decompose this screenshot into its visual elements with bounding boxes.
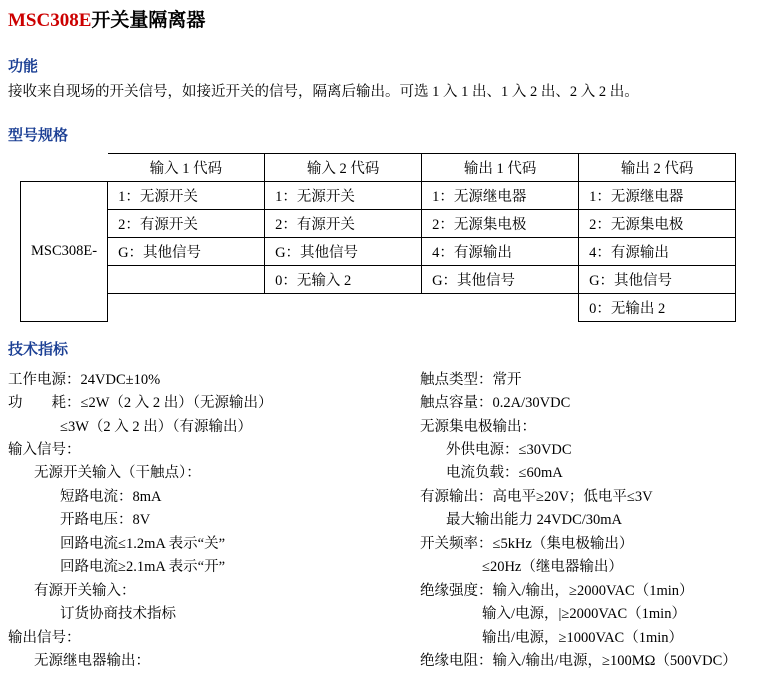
tech-line: ≤3W（2 入 2 出）（有源输出） xyxy=(60,418,253,435)
table-cell: 4：有源输出 xyxy=(579,237,736,265)
table-cell: 1：无源开关 xyxy=(108,181,265,209)
tech-line: ≤20Hz（继电器输出） xyxy=(482,559,623,576)
tech-line: 订货协商技术指标 xyxy=(60,606,176,623)
table-corner-cell xyxy=(21,153,108,181)
tech-line: 短路电流：8mA xyxy=(60,488,162,505)
section-heading-tech: 技术指标 xyxy=(8,340,69,358)
page-title xyxy=(0,0,772,33)
tech-line: 开路电压：8V xyxy=(60,512,151,529)
tech-column-right xyxy=(390,369,772,674)
tech-spec-body xyxy=(0,369,772,674)
tech-line: 输出/电源，≥1000VAC（1min） xyxy=(482,629,684,646)
table-header-input2: 输入 2 代码 xyxy=(265,153,422,181)
table-row xyxy=(21,181,736,209)
table-cell: 1：无源继电器 xyxy=(579,181,736,209)
table-row xyxy=(21,293,736,321)
section-heading-function: 功能 xyxy=(8,57,39,75)
tech-line: 无源继电器输出： xyxy=(34,653,150,670)
tech-line: 开关频率：≤5kHz（集电极输出） xyxy=(420,535,634,552)
table-cell: G：其他信号 xyxy=(422,265,579,293)
table-cell: 1：无源开关 xyxy=(265,181,422,209)
table-cell: 4：有源输出 xyxy=(422,237,579,265)
tech-line: 回路电流≤1.2mA 表示“关” xyxy=(60,535,226,552)
model-prefix-cell: MSC308E- xyxy=(21,181,108,321)
tech-line: 输入/电源，|≥2000VAC（1min） xyxy=(482,606,686,623)
table-header-row xyxy=(21,153,736,181)
table-cell xyxy=(108,265,265,293)
tech-line: 有源输出：高电平≥20V；低电平≤3V xyxy=(420,488,653,505)
section-heading-model: 型号规格 xyxy=(8,126,69,144)
table-row xyxy=(21,237,736,265)
tech-line: 输出信号： xyxy=(8,629,81,646)
tech-line: 功 耗：≤2W（2 入 2 出）（无源输出） xyxy=(8,395,273,412)
function-description: 接收来自现场的开关信号，如接近开关的信号，隔离后输出。可选 1 入 1 出、1 入 2 出、2 入 2 出。 xyxy=(8,83,639,100)
table-cell: 0：无输出 2 xyxy=(579,293,736,321)
table-cell: 2：无源集电极 xyxy=(422,209,579,237)
table-cell: 0：无输入 2 xyxy=(265,265,422,293)
tech-line: 触点容量：0.2A/30VDC xyxy=(420,395,571,412)
tech-line: 回路电流≥2.1mA 表示“开” xyxy=(60,559,226,576)
tech-line: 输入信号： xyxy=(8,442,81,458)
tech-line: 绝缘强度：输入/输出，≥2000VAC（1min） xyxy=(420,582,694,599)
table-row xyxy=(21,265,736,293)
table-cell: 2：无源集电极 xyxy=(579,209,736,237)
tech-line: 无源集电极输出： xyxy=(420,418,536,435)
table-header-output1: 输出 1 代码 xyxy=(422,153,579,181)
table-row xyxy=(21,209,736,237)
tech-line: 最大输出能力 24VDC/30mA xyxy=(446,512,623,529)
table-cell xyxy=(265,293,422,321)
table-header-input1: 输入 1 代码 xyxy=(108,153,265,181)
tech-line: 绝缘电阻：输入/输出/电源，≥100MΩ（500VDC） xyxy=(420,653,737,670)
table-cell: G：其他信号 xyxy=(265,237,422,265)
tech-line: 触点类型：常开 xyxy=(420,371,522,388)
table-cell: G：其他信号 xyxy=(108,237,265,265)
table-cell: 2：有源开关 xyxy=(108,209,265,237)
table-cell: 2：有源开关 xyxy=(265,209,422,237)
table-header-output2: 输出 2 代码 xyxy=(579,153,736,181)
tech-line: 电流负载：≤60mA xyxy=(446,465,563,482)
model-spec-table xyxy=(20,153,736,322)
product-code: MSC308E xyxy=(8,10,92,31)
tech-column-left xyxy=(0,369,390,674)
table-cell xyxy=(422,293,579,321)
table-cell xyxy=(108,293,265,321)
tech-line: 无源开关输入（干触点）： xyxy=(34,465,201,482)
product-name: 开关量隔离器 xyxy=(91,10,206,31)
table-cell: G：其他信号 xyxy=(579,265,736,293)
tech-line: 工作电源：24VDC±10% xyxy=(8,371,161,388)
table-cell: 1：无源继电器 xyxy=(422,181,579,209)
tech-line: 外供电源：≤30VDC xyxy=(446,442,572,458)
tech-line: 有源开关输入： xyxy=(34,582,136,599)
